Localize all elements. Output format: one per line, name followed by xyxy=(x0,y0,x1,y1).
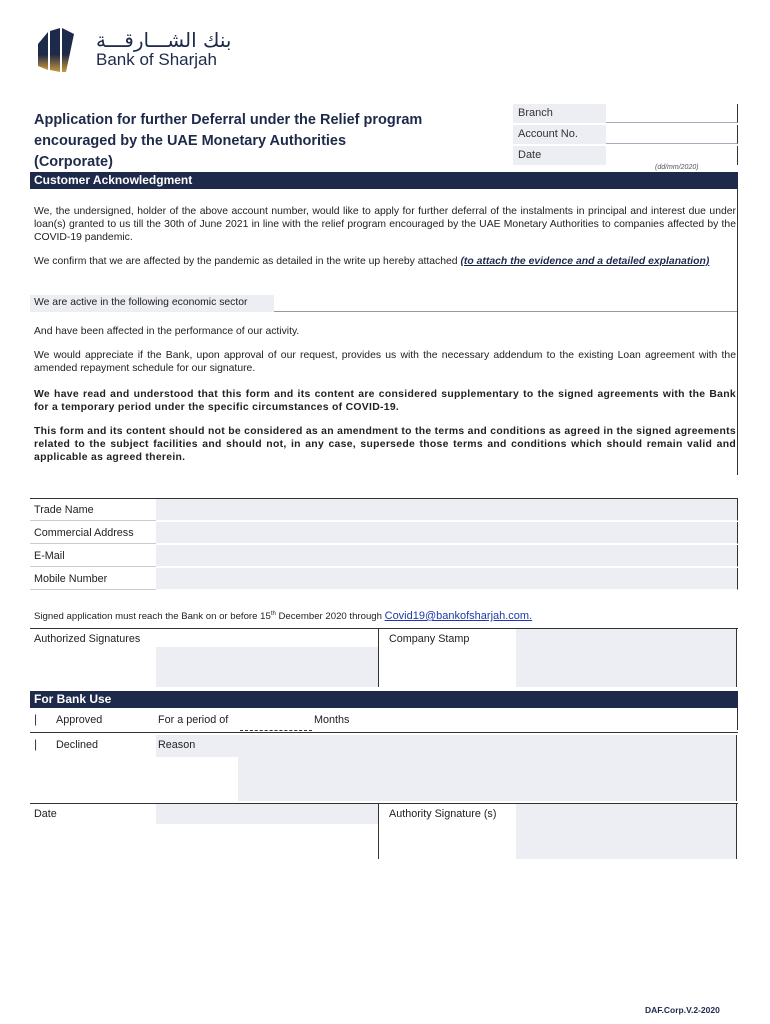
logo-english-text: Bank of Sharjah xyxy=(96,50,217,69)
trade-name-label: Trade Name xyxy=(30,499,156,521)
logo-arabic-text: بنك الشـــارقـــة xyxy=(96,28,232,52)
bank-date-field[interactable] xyxy=(156,804,378,824)
reason-label-text: Reason xyxy=(158,739,196,751)
bank-use-right-border xyxy=(737,708,738,730)
authorized-signatures-label: Authorized Signatures xyxy=(34,633,141,645)
months-label: Months xyxy=(314,714,350,726)
bank-date-label: Date xyxy=(34,808,57,820)
mobile-number-label: Mobile Number xyxy=(30,568,156,590)
period-label: For a period of xyxy=(158,714,229,726)
email-label: E-Mail xyxy=(30,545,156,567)
paragraph-addendum: We would appreciate if the Bank, upon approval of our request, provides us with the necessary addendum to the existing Loan agreement with the amended repayment schedule for our signature. xyxy=(34,350,736,374)
trade-name-field[interactable] xyxy=(156,499,738,521)
paragraph-supplementary: We have read and understood that this form and its content are considered supplementary to the signed agreements with the Bank for a temporary period under the specific circumstances of COVID-19. xyxy=(34,389,736,413)
commercial-address-field[interactable] xyxy=(156,522,738,544)
paragraph-deferral-request: We, the undersigned, holder of the above account number, would like to apply for further deferral of the instalments in principal and interest due under loan(s) granted to us till the 30th of June 2021 in line with the relief program encouraged by the UAE Monetary Authorities to companies affected by the COVID-19 pandemic. xyxy=(34,206,736,243)
branch-field[interactable] xyxy=(606,104,738,123)
reason-field[interactable] xyxy=(238,735,737,801)
mobile-number-field[interactable] xyxy=(156,568,738,590)
section-header-acknowledgment: Customer Acknowledgment xyxy=(30,172,738,189)
account-number-field[interactable] xyxy=(606,125,738,144)
date-format-hint: (dd/mm/2020) xyxy=(655,164,699,171)
company-stamp-label: Company Stamp xyxy=(389,633,470,645)
date-field[interactable] xyxy=(606,146,738,165)
submission-deadline-note: Signed application must reach the Bank on or before 15th December 2020 through Covid19@bankofsharjah.com. xyxy=(34,610,533,622)
paragraph-not-amendment: This form and its content should not be considered as an amendment to the terms and conditions as agreed in the signed agreements related to the subject facilities and should not, in any case, supersede those terms and conditions which should remain valid and applicable as agreed therein. xyxy=(34,426,736,463)
bank-use-signature-divider xyxy=(378,803,379,859)
section-header-bank-use: For Bank Use xyxy=(30,691,738,708)
approved-checkbox[interactable]: | xyxy=(34,712,38,726)
authority-signature-box[interactable] xyxy=(516,804,737,859)
period-field[interactable] xyxy=(240,730,312,731)
covid-email-link[interactable]: Covid19@bankofsharjah.com. xyxy=(384,610,533,622)
form-title: Application for further Deferral under the Relief program encouraged by the UAE Monetary Authorities (Corporate) xyxy=(34,112,423,170)
declined-label: Declined xyxy=(56,739,99,751)
branch-label: Branch xyxy=(513,104,606,123)
authorized-signatures-box[interactable] xyxy=(156,647,378,687)
section-frame xyxy=(737,188,738,475)
commercial-address-label: Commercial Address xyxy=(30,522,156,544)
bank-logo-icon xyxy=(36,26,76,74)
economic-sector-label: We are active in the following economic sector xyxy=(30,295,274,312)
paragraph-performance: And have been affected in the performance of our activity. xyxy=(34,326,300,337)
attach-evidence-note: (to attach the evidence and a detailed explanation) xyxy=(460,256,710,267)
bank-use-row-divider xyxy=(30,732,738,733)
declined-checkbox[interactable]: | xyxy=(34,737,38,751)
account-number-label: Account No. xyxy=(513,125,606,144)
approved-label: Approved xyxy=(56,714,103,726)
authority-signature-label: Authority Signature (s) xyxy=(389,808,497,820)
date-label: Date xyxy=(513,146,606,165)
signature-divider xyxy=(378,628,379,687)
email-field[interactable] xyxy=(156,545,738,567)
company-stamp-box[interactable] xyxy=(516,629,737,687)
economic-sector-field[interactable] xyxy=(274,311,737,312)
paragraph-pandemic-confirmation: We confirm that we are affected by the pandemic as detailed in the write up hereby attached (to attach the evidence and a detailed explanation) xyxy=(34,256,710,267)
form-version-code: DAF.Corp.V.2-2020 xyxy=(645,1005,720,1015)
